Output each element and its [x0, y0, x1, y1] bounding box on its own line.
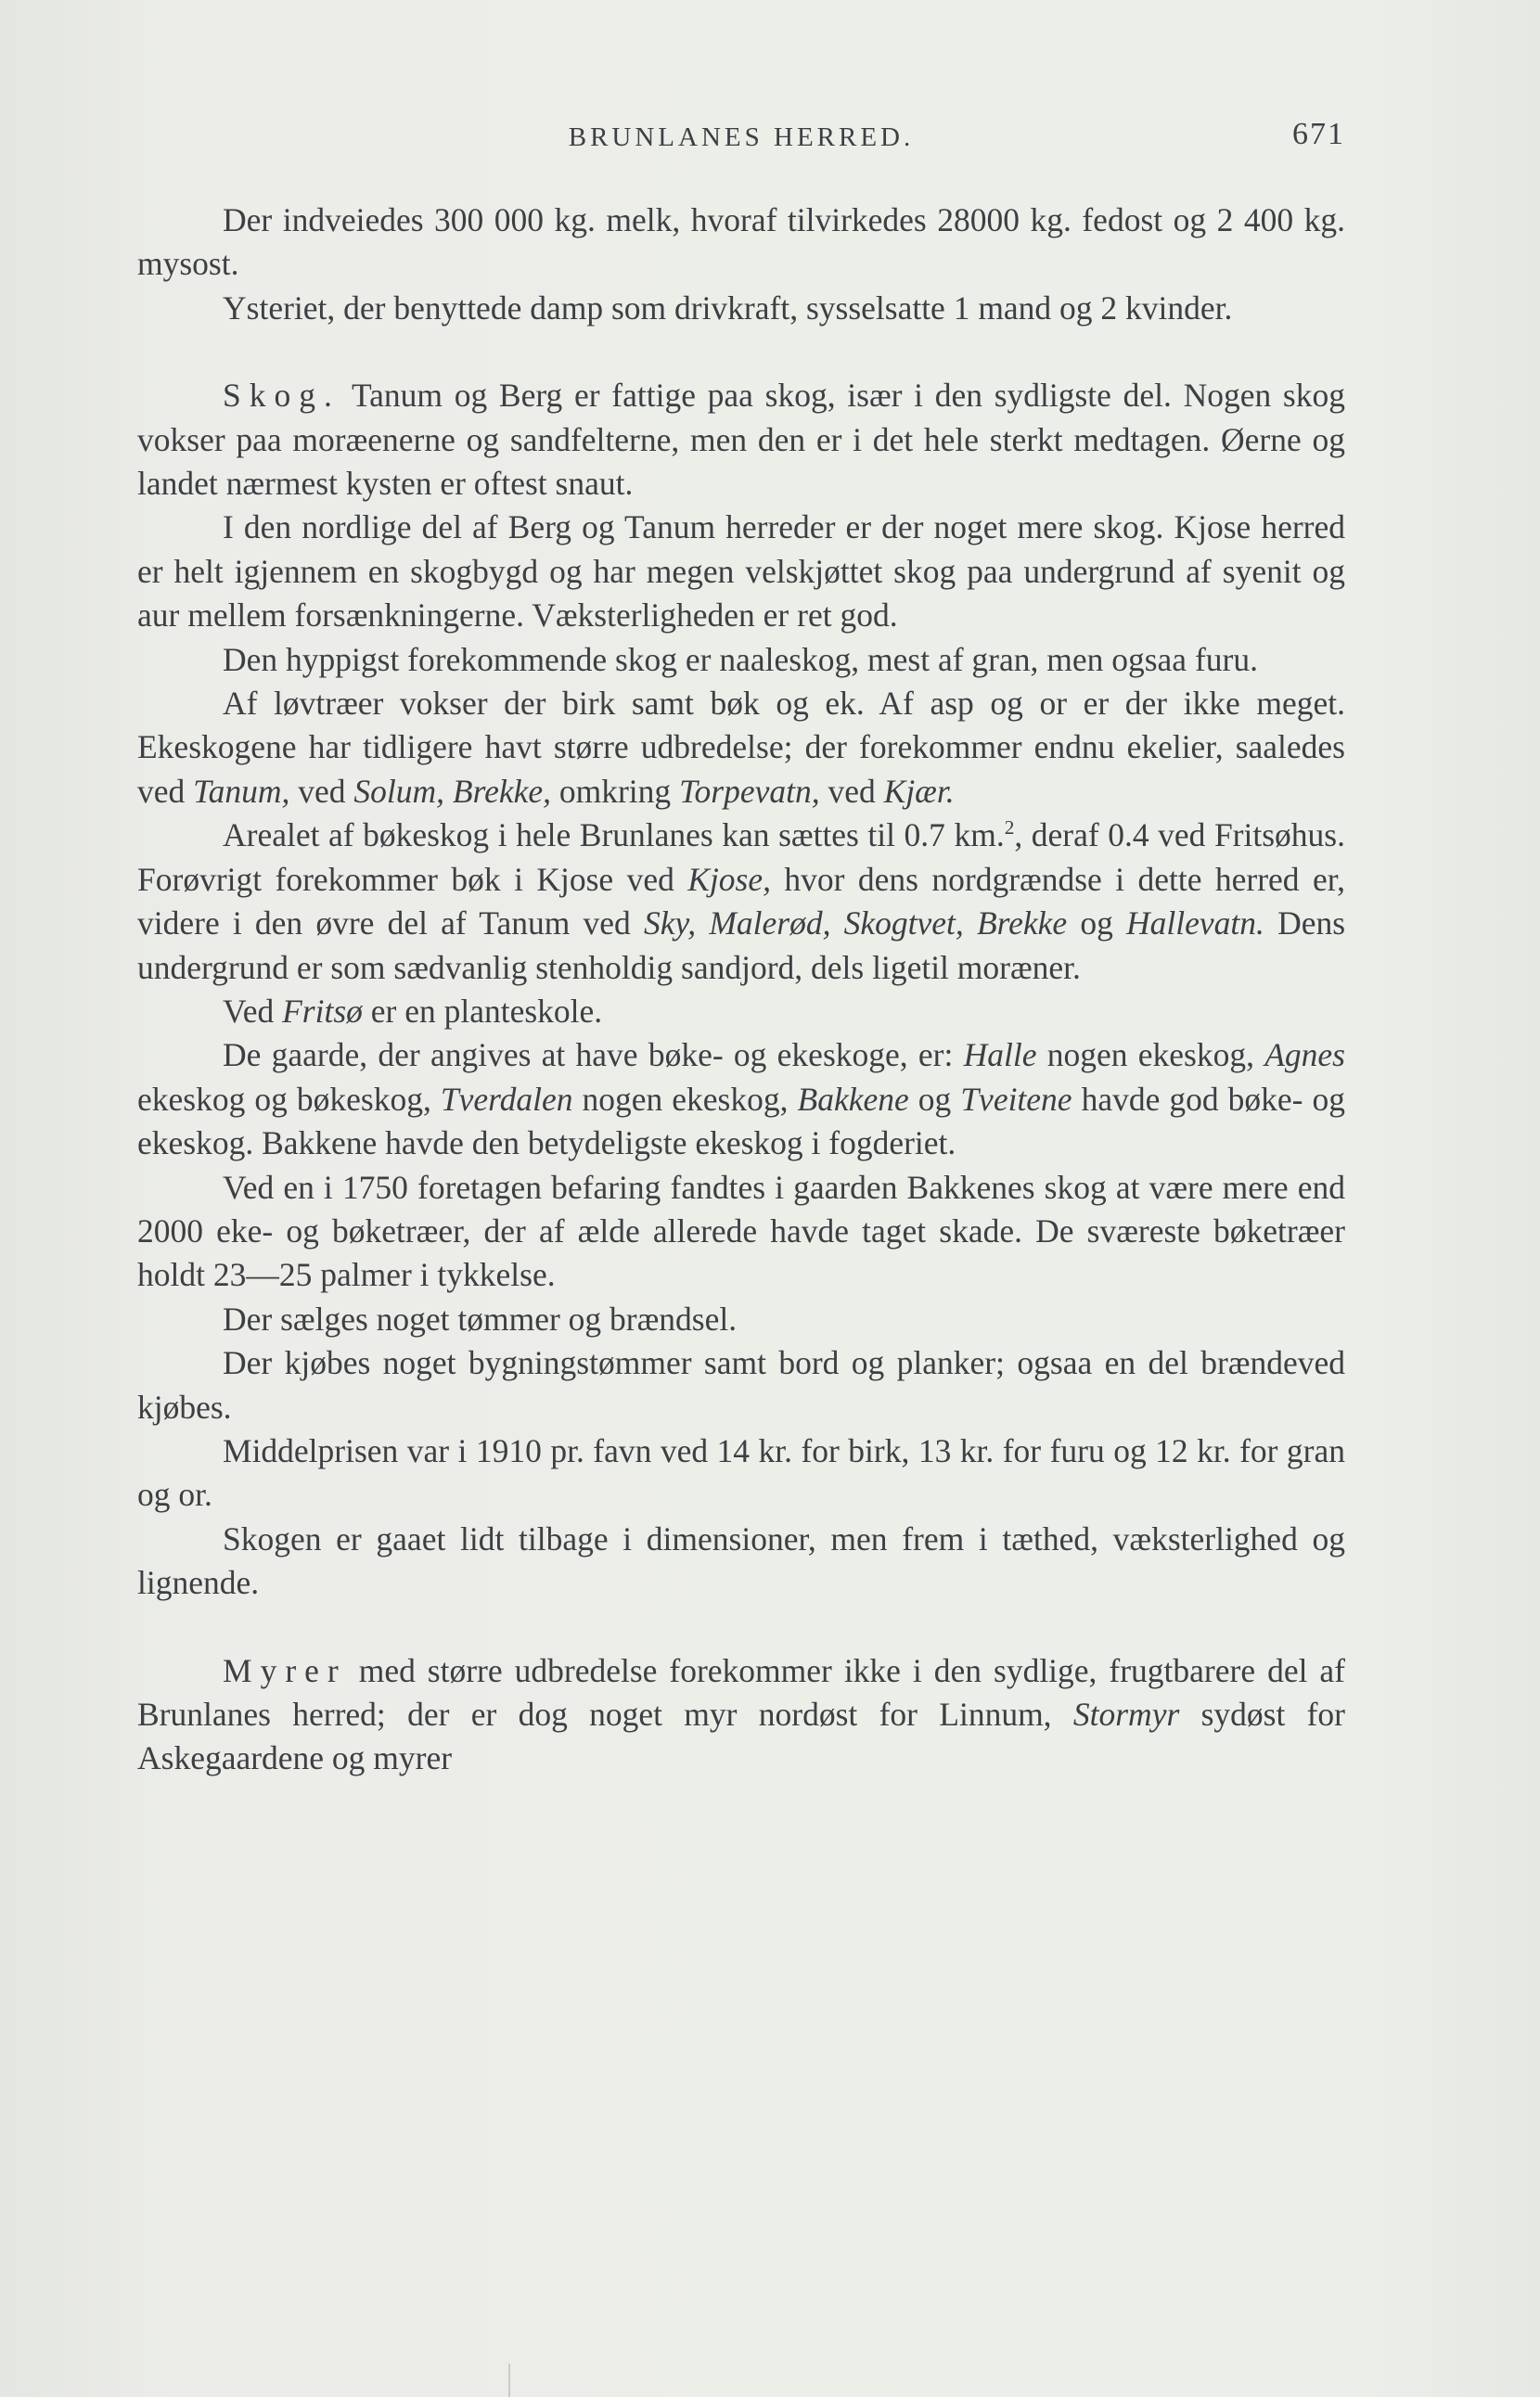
- text-run: er en planteskole.: [362, 992, 603, 1030]
- italic-place-name: Bakkene: [797, 1080, 909, 1118]
- text-run: nogen ekeskog,: [1036, 1036, 1265, 1074]
- text-run: Ved en i 1750 foretagen befaring fandtes i gaarden Bakkenes skog at være mere end 2000 eke- og bøketræer, der af ælde allerede havde taget skade. De sværeste bøketræer holdt 23—25 palmer i tykkelse.: [137, 1168, 1345, 1294]
- italic-place-name: Skogtvet,: [843, 904, 964, 942]
- text-run: nogen ekeskog,: [572, 1080, 798, 1118]
- italic-place-name: Kjose,: [687, 860, 772, 898]
- text-run: [696, 904, 709, 942]
- italic-place-name: Agnes: [1264, 1036, 1345, 1074]
- text-run: Middelprisen var i 1910 pr. favn ved 14 kr. for birk, 13 kr. for furu og 12 kr. for gran og or.: [137, 1431, 1345, 1514]
- text-run: sydøst for Askegaardene og myrer: [137, 1696, 1346, 1777]
- italic-place-name: Tverdalen: [440, 1080, 573, 1118]
- italic-place-name: Brekke,: [452, 772, 551, 810]
- paragraph: [137, 374, 1345, 506]
- paragraph: [137, 990, 1345, 1033]
- paragraph: [137, 1518, 1345, 1606]
- text-run: Ved: [223, 992, 283, 1030]
- paragraph: [137, 506, 1345, 637]
- paragraph: [137, 814, 1345, 990]
- paragraph: [137, 1649, 1345, 1781]
- italic-place-name: Malerød,: [709, 904, 831, 942]
- text-run: [830, 904, 843, 942]
- text-run: Den hyppigst forekommende skog er naaleskog, mest af gran, men ogsaa furu.: [223, 640, 1258, 678]
- paragraph: [137, 1298, 1345, 1341]
- text-run: Der indveiedes 300 000 kg. melk, hvoraf tilvirkedes 28000 kg. fedost og 2 400 kg. mysost.: [137, 201, 1345, 283]
- text-run: ved: [289, 772, 354, 810]
- text-run: Arealet af bøkeskog i hele Brunlanes kan sættes til 0.7 km.: [223, 816, 1005, 854]
- italic-place-name: Halle: [963, 1036, 1037, 1074]
- text-run: I den nordlige del af Berg og Tanum herreder er der noget mere skog. Kjose herred er helt igjennem en skogbygd og har megen velskjøttet skog paa undergrund af syenit og aur mellem forsænkningerne. Væksterligheden er ret god.: [137, 508, 1345, 634]
- italic-place-name: Fritsø: [282, 992, 363, 1030]
- text-run: omkring: [551, 772, 680, 810]
- text-run: og: [1067, 904, 1127, 942]
- paragraph: [137, 1341, 1345, 1429]
- text-run: Dens undergrund er som sædvanlig stenholdig sandjord, dels ligetil moræner.: [137, 904, 1346, 986]
- text-run: Der sælges noget tømmer og brændsel.: [223, 1300, 738, 1338]
- text-run: Skogen er gaaet lidt tilbage i dimensioner, men frem i tæthed, væksterlighed og lignende.: [137, 1519, 1345, 1602]
- text-run: havde god bøke- og ekeskog. Bakkene havde den betydeligste ekeskog i fogderiet.: [137, 1080, 1346, 1162]
- superscript: 2: [1004, 816, 1015, 840]
- italic-place-name: Sky,: [643, 904, 697, 942]
- page-header: [137, 115, 1345, 161]
- text-run: [964, 904, 977, 942]
- italic-place-name: Torpevatn,: [679, 772, 820, 810]
- text-run: [444, 773, 453, 810]
- text-run: Tanum og Berg er fattige paa skog, især i den sydligste del. Nogen skog vokser paa moræenerne og sandfelterne, men den er i det hele sterkt medtagen. Øerne og landet nærmest kysten er oftest snaut.: [137, 377, 1345, 503]
- text-run: Der kjøbes noget bygningstømmer samt bord og planker; ogsaa en del brændeved kjøbes.: [137, 1344, 1345, 1426]
- italic-place-name: Hallevatn.: [1126, 904, 1264, 942]
- italic-place-name: Kjær.: [883, 772, 955, 810]
- paragraph: [137, 1166, 1345, 1298]
- body-text: [137, 199, 1345, 1781]
- text-run: De gaarde, der angives at have bøke- og ekeskoge, er:: [223, 1036, 964, 1074]
- italic-place-name: Tveitene: [960, 1080, 1072, 1118]
- text-run: Af løvtræer vokser der birk samt bøk og ek. Af asp og or er der ikke meget. Ekeskogene har tidligere havt større udbredelse; der forekommer endnu ekelier, saaledes ved: [137, 685, 1345, 810]
- paragraph: [137, 682, 1345, 814]
- section-heading: Skog.: [223, 377, 340, 415]
- text-run: og: [908, 1080, 961, 1118]
- italic-place-name: Stormyr: [1072, 1696, 1180, 1733]
- paragraph: [137, 638, 1345, 682]
- text-run: Ysteriet, der benyttede damp som drivkraft, sysselsatte 1 mand og 2 kvinder.: [223, 288, 1233, 327]
- text-run: hvor dens nordgrændse i dette herred er, videre i den øvre del af Tanum ved: [137, 860, 1346, 942]
- paragraph: [137, 199, 1345, 287]
- page-number: 671: [1292, 117, 1345, 151]
- paragraph: [137, 287, 1345, 330]
- italic-place-name: Brekke: [976, 904, 1068, 942]
- text-run: ved: [819, 772, 884, 810]
- italic-place-name: Tanum,: [193, 772, 290, 810]
- paragraph: [137, 1429, 1345, 1518]
- text-run: ekeskog og bøkeskog,: [137, 1080, 441, 1118]
- text-run: med større udbredelse forekommer ikke i den sydlige, frugtbarere del af Brunlanes herred; der er dog noget myr nordøst for Linnum,: [137, 1651, 1345, 1733]
- section-heading: Myrer: [223, 1651, 347, 1689]
- italic-place-name: Solum,: [353, 772, 445, 810]
- running-title: BRUNLANES HERRED.: [568, 122, 915, 152]
- paragraph: [137, 1033, 1345, 1165]
- text-run: , deraf 0.4 ved Fritsøhus. Forøvrigt forekommer bøk i Kjose ved: [137, 816, 1345, 898]
- gutter-mark: [508, 2364, 510, 2397]
